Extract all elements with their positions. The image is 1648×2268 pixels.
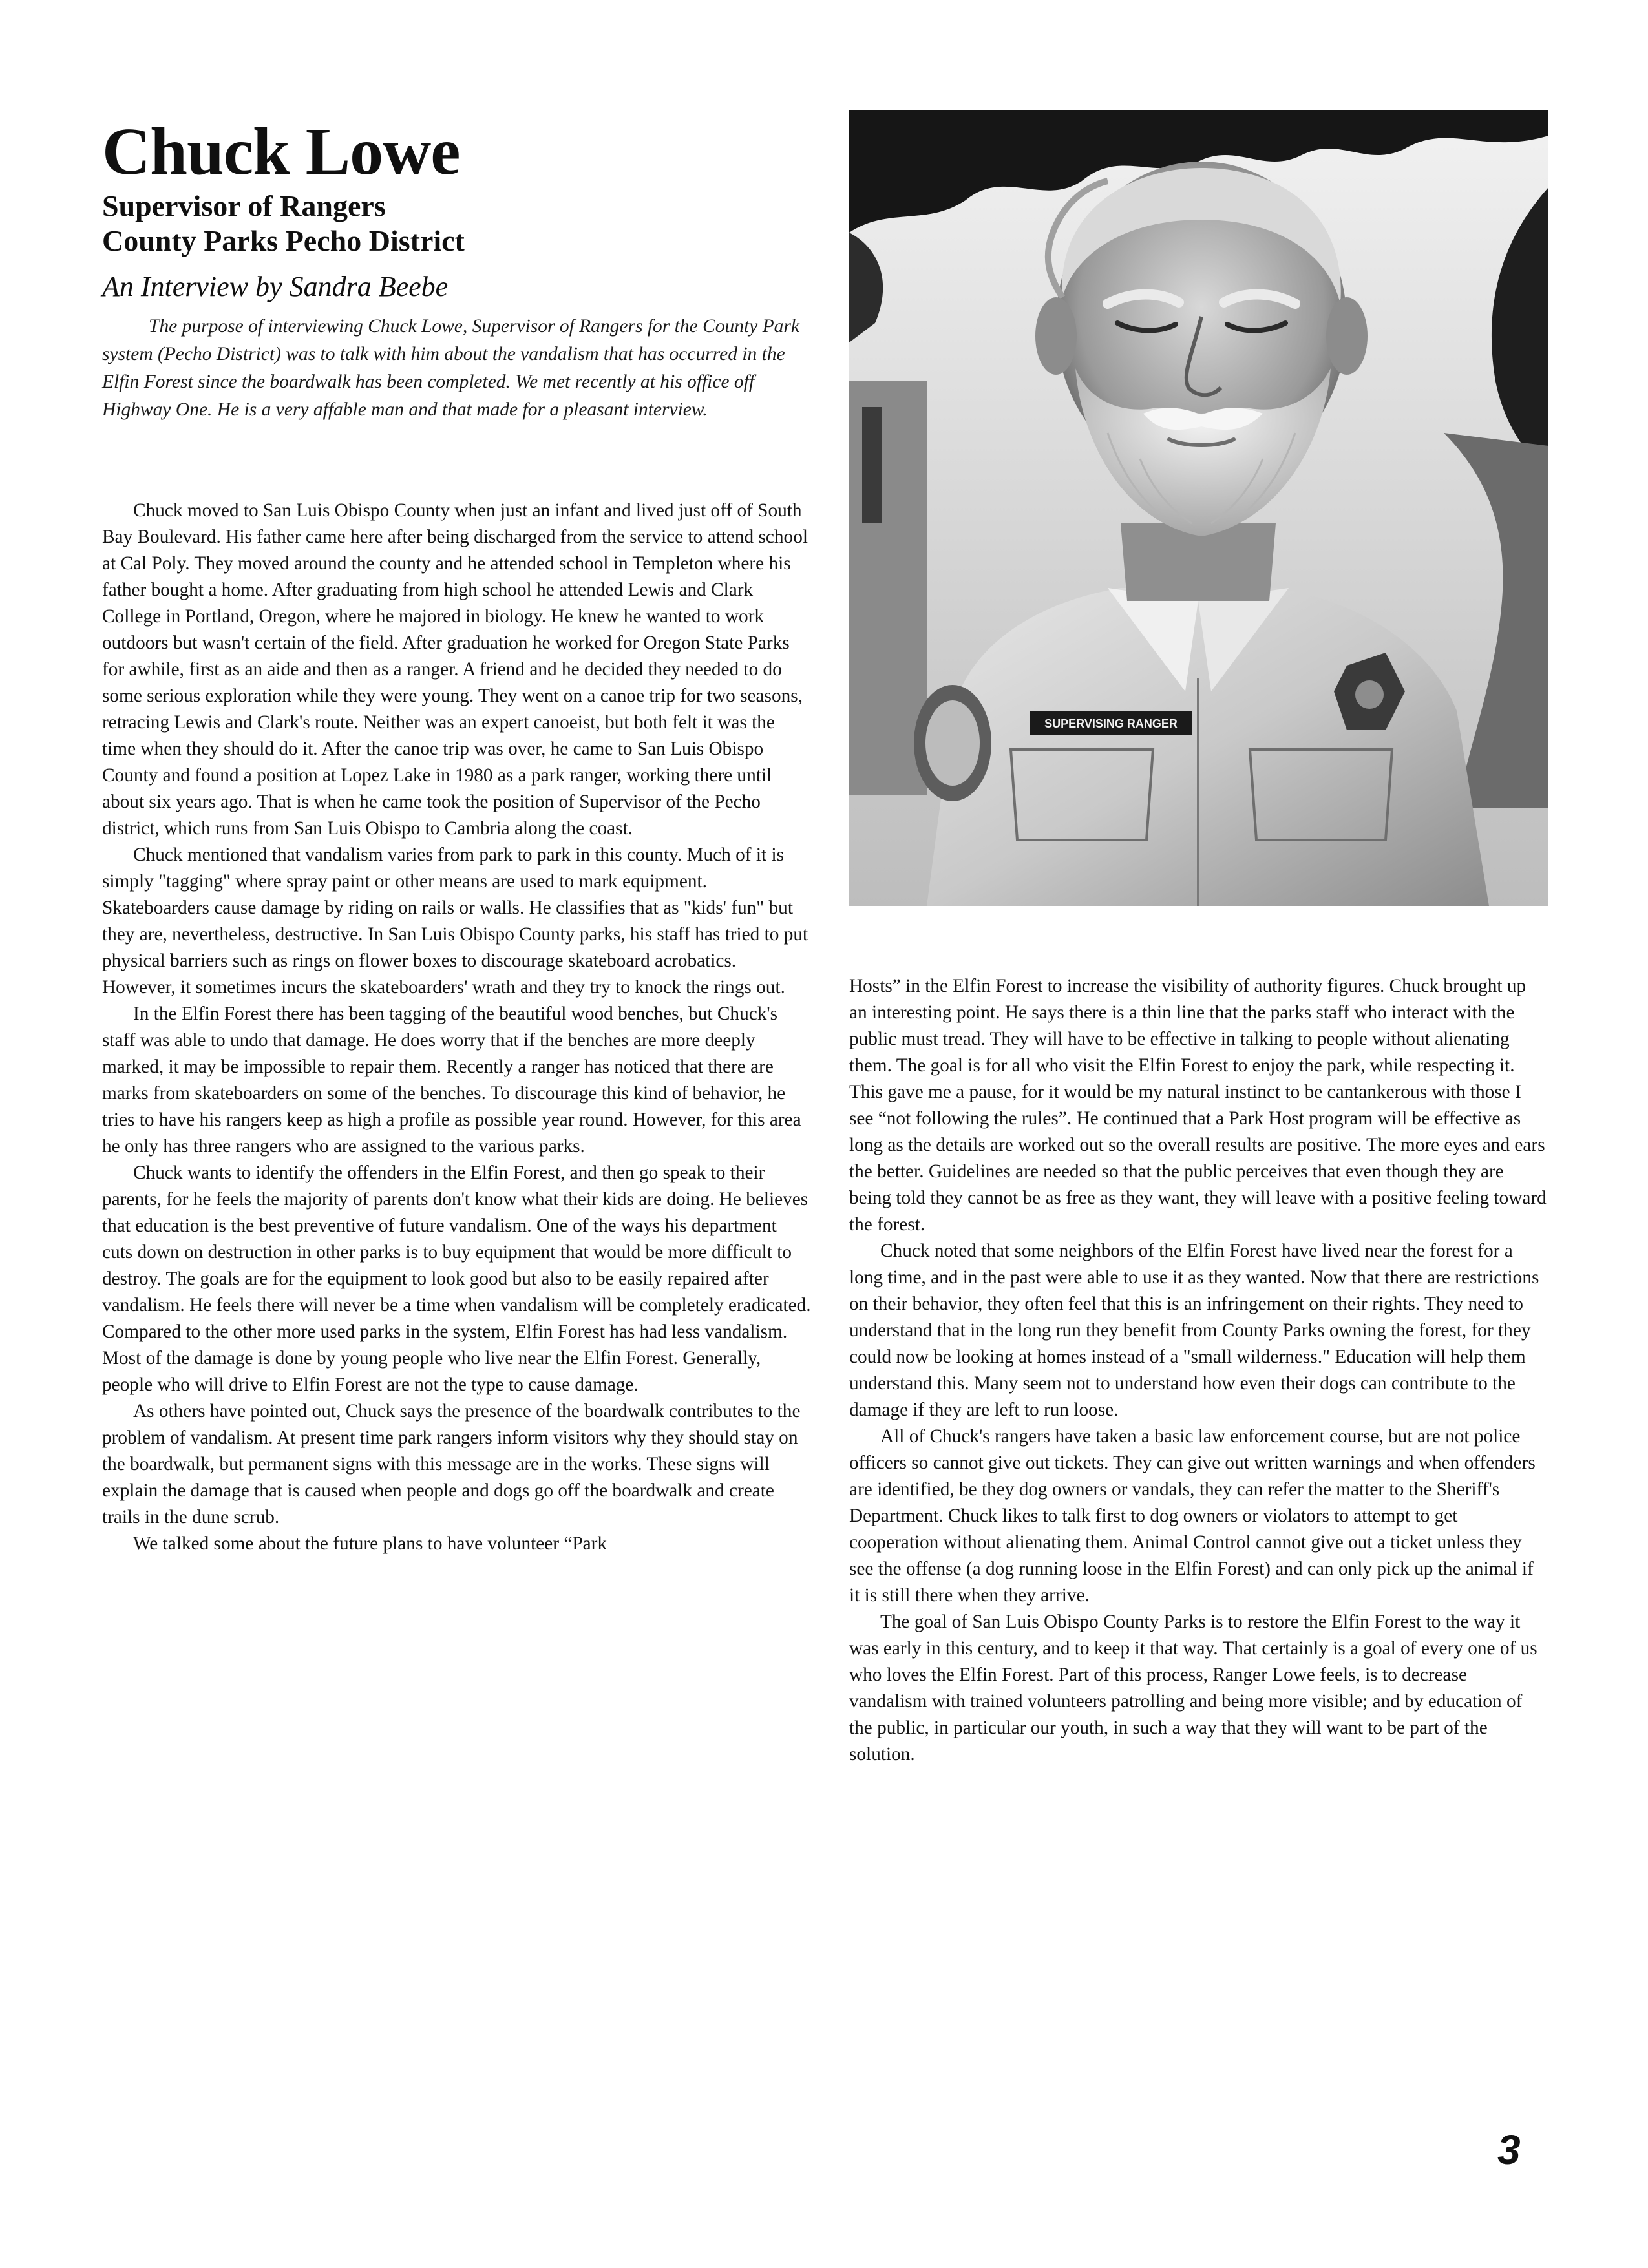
paragraph: Chuck moved to San Luis Obispo County when just an infant and lived just off of South Bay Boulevard. His father came here after being discharged from the service to attend school at Cal Poly. They moved around the county and he attended school in Templeton where his father bought a home. After graduating from high school he attended Lewis and Clark College in Portland, Oregon, where he majored in biology. He knew he wanted to work outdoors but wasn't certain of the field. After graduation he worked for Oregon State Parks for awhile, first as an aide and then as a ranger. A friend and he decided they needed to do some serious exploration while they were young. They went on a canoe trip for two seasons, retracing Lewis and Clark's route. Neither was an expert canoeist, but both felt it was the time when they should do it. After the canoe trip was over, he came to San Luis Obispo County and found a position at Lopez Lake in 1980 as a park ranger, working there until about six years ago. That is when he came took the position of Supervisor of the Pecho district, which runs from San Luis Obispo to Cambria along the coast. <box>102 500 808 839</box>
paragraph: In the Elfin Forest there has been tagging of the beautiful wood benches, but Chuck's staff was able to undo that damage. He does worry that if the benches are more deeply marked, it may be impossible to repair them. Recently a ranger has noticed that there are marks from skateboarders on some of the benches. To discourage this kind of behavior, he tries to have his rangers keep as high a profile as possible year round. However, for this area he only has three rangers who are assigned to the various parks. <box>102 1003 801 1157</box>
right-column <box>849 973 1548 1768</box>
paragraph: All of Chuck's rangers have taken a basic law enforcement course, but are not police officers so cannot give out tickets. They can give out written warnings and when offenders are identified, be they dog owners or vandals, they can refer the matter to the Sheriff's Department. Chuck likes to talk first to dog owners or violators to attempt to get cooperation without alienating them. Animal Control cannot give out a ticket unless they see the offense (a dog running loose in the Elfin Forest) and can only pick up the animal if it is still there when they arrive. <box>849 1426 1536 1606</box>
paragraph: We talked some about the future plans to have volunteer “Park <box>133 1533 607 1554</box>
paragraph: The goal of San Luis Obispo County Parks is to restore the Elfin Forest to the way it was early in this century, and to keep it that way. That certainly is a goal of every one of us who loves the Elfin Forest. Part of this process, Ranger Lowe feels, is to decrease vandalism with trained volunteers patrolling and being more visible; and by education of the public, in particular our youth, in such a way that they will want to be part of the solution. <box>849 1612 1537 1765</box>
portrait-photo <box>849 110 1548 906</box>
paragraph: Chuck wants to identify the offenders in the Elfin Forest, and then go speak to their parents, for he feels the majority of parents don't know what their kids are doing. He believes that education is the best preventive of future vandalism. One of the ways his department cuts down on destruction in other parks is to buy equipment that would be more difficult to destroy. The goals are for the equipment to look good but also to be easily repaired after vandalism. He feels there will never be a time when vandalism will be completely eradicated. Compared to the other more used parks in the system, Elfin Forest has had less vandalism. Most of the damage is done by young people who live near the Elfin Forest. Generally, people who will drive to Elfin Forest are not the type to cause damage. <box>102 1162 811 1395</box>
article-subtitle <box>102 189 465 258</box>
badge-text: SUPERVISING RANGER <box>1044 717 1178 730</box>
left-column <box>102 498 812 1557</box>
subtitle-district: County Parks Pecho District <box>102 224 465 257</box>
page-number: 3 <box>1497 2126 1521 2173</box>
article-title: Chuck Lowe <box>102 114 460 189</box>
paragraph: Hosts” in the Elfin Forest to increase the visibility of authority figures. Chuck brought up an interesting point. He says there is a thin line that the parks staff who interact with the public must tread. They will have to be effective in talking to people without alienating them. The goal is for all who visit the Elfin Forest to enjoy the park, while respecting it. This gave me a pause, for it would be my natural instinct to be cantankerous with those I see “not following the rules”. He continued that a Park Host program will be effective as long as the details are worked out so the overall results are positive. The more eyes and ears the better. Guidelines are needed so that the public perceives that even though they are being told they cannot be as free as they want, they will leave with a positive feeling toward the forest. <box>849 976 1547 1235</box>
article-byline: An Interview by Sandra Beebe <box>102 271 449 302</box>
paragraph: As others have pointed out, Chuck says the presence of the boardwalk contributes to the problem of vandalism. At present time park rangers inform visitors why they should stay on the boardwalk, but permanent signs with this message are in the works. These signs will explain the damage that is caused when people and dogs go off the boardwalk and create trails in the dune scrub. <box>102 1401 801 1528</box>
paragraph: Chuck mentioned that vandalism varies from park to park in this county. Much of it is simply "tagging" where spray paint or other means are used to mark equipment. Skateboarders cause damage by riding on rails or walls. He classifies that as "kids' fun" but they are, nevertheless, destructive. In San Luis Obispo County parks, his staff has tried to put physical barriers such as rings on flower boxes to discourage skateboard acrobatics. However, it sometimes incurs the skateboarders' wrath and they try to knock the rings out. <box>102 845 808 998</box>
subtitle-role: Supervisor of Rangers <box>102 189 386 222</box>
paragraph: Chuck noted that some neighbors of the Elfin Forest have lived near the forest for a long time, and in the past were able to use it as they wanted. Now that there are restrictions on their behavior, they often feel that this is an infringement on their rights. They need to understand that in the long run they benefit from County Parks owning the forest, for they could now be looking at homes instead of a "small wilderness." Education will help them understand this. Many seem not to understand how even their dogs can contribute to the damage if they are left to run loose. <box>849 1241 1539 1420</box>
article-intro: The purpose of interviewing Chuck Lowe, Supervisor of Rangers for the County Park system (Pecho District) was to talk with him about the vandalism that has occurred in the Elfin Forest since the boardwalk has been completed. We met recently at his office off Highway One. He is a very affable man and that made for a pleasant interview. <box>102 316 800 420</box>
